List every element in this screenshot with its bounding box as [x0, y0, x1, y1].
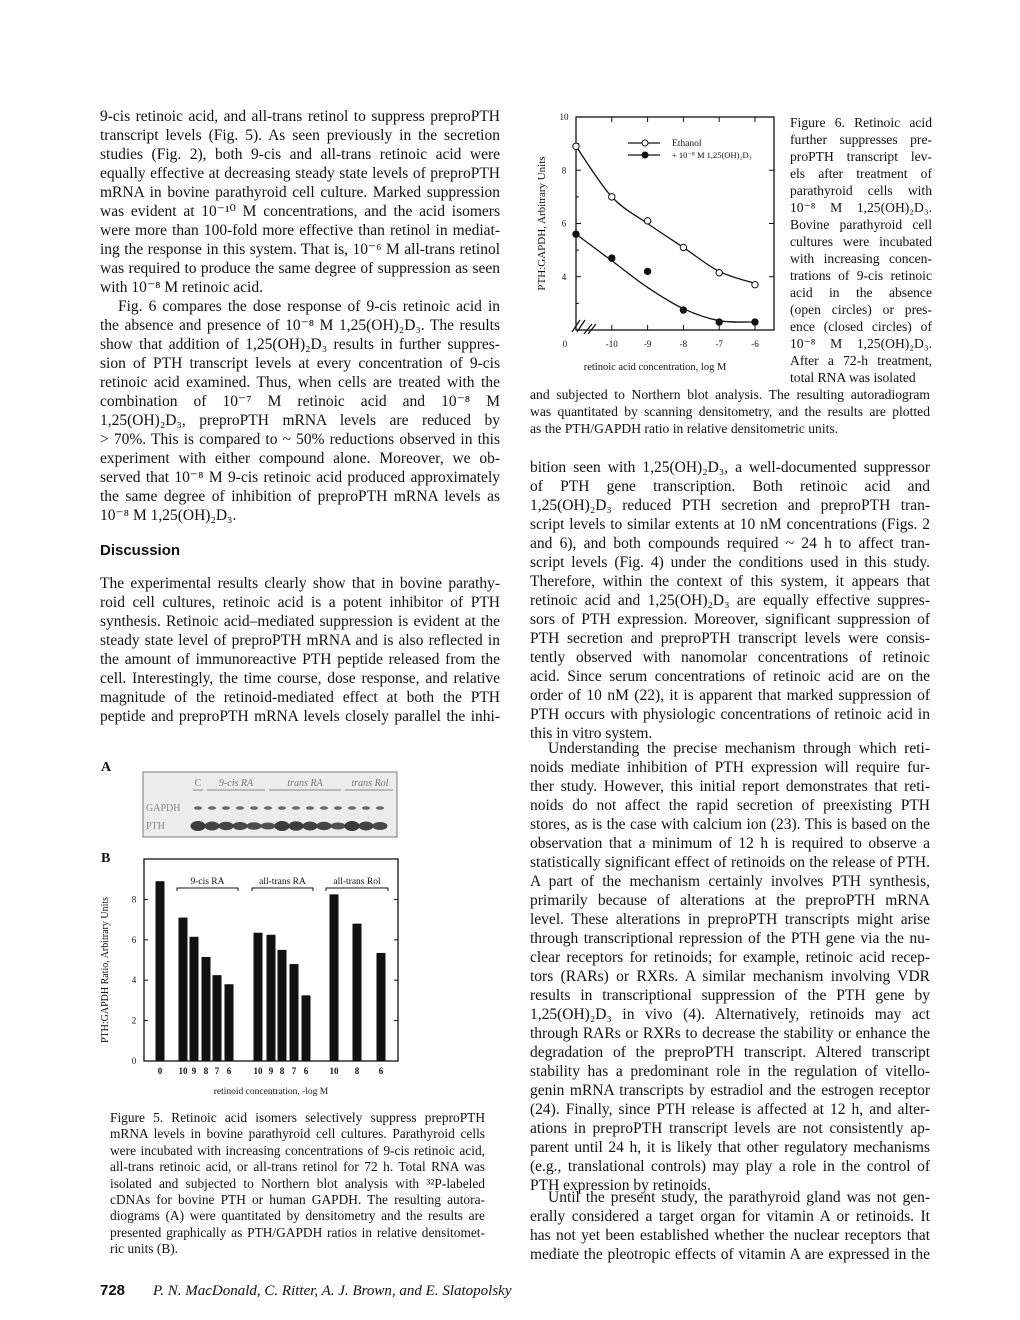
y-tick-label: 6	[131, 934, 137, 945]
text-line: Figure 5. Retinoic acid isomers selectively suppress preproPTH	[110, 1110, 485, 1125]
group-bracket	[252, 888, 313, 891]
text-line: show that addition of 1,25(OH)₂D₃ results in further suppres-	[100, 336, 500, 353]
text-line: steady state level of preproPTH mRNA and is also reflected in	[100, 632, 500, 649]
text-line: Understanding the precise mechanism through which reti-	[548, 740, 930, 757]
text-line: els after treatment of	[790, 166, 932, 181]
pth-band	[205, 822, 220, 831]
filled-circle-point	[716, 319, 722, 325]
text-line: mRNA levels in bovine parathyroid cell cultures. Parathyroid cells	[110, 1126, 485, 1142]
panel-b-label: B	[101, 851, 111, 866]
text-line: with 10⁻⁸ M retinoic acid.	[100, 279, 263, 296]
bar	[225, 984, 234, 1061]
x-tick-label: 10	[178, 1066, 188, 1076]
text-line: ric units (B).	[110, 1241, 179, 1257]
bar	[202, 957, 211, 1061]
gapdh-band	[362, 806, 370, 810]
gapdh-band	[348, 806, 356, 810]
x-tick-label: 0	[157, 1066, 163, 1076]
text-line: through transcriptional repression of the PTH gene via the nu-	[530, 930, 930, 947]
text-line: tors (RARs) or RXRs. A similar mechanism involving VDR	[530, 968, 930, 985]
text-line: was quantitated by scanning densitometry, and the results are plotted	[530, 404, 930, 419]
text-line: total RNA was isolated	[790, 370, 916, 385]
text-line: primarily because of alterations at the preproPTH mRNA	[530, 892, 930, 909]
gapdh-band	[278, 806, 286, 810]
y-tick-label: 0	[131, 1056, 137, 1066]
text-line: 10⁻⁸ M 1,25(OH)₂D₃.	[100, 507, 237, 524]
filled-circle-point	[752, 319, 758, 325]
text-line: Fig. 6 compares the dose response of 9-cis retinoic acid in	[118, 298, 500, 315]
text-line: and 6), and both compounds required ~ 24 h to affect tran-	[530, 535, 930, 552]
gapdh-band	[236, 806, 244, 810]
open-circle-point	[680, 244, 686, 250]
text-line: 1,25(OH)₂D₃ in vivo (4). Alternatively, retinoids may act	[530, 1006, 930, 1023]
text-line: ations in preproPTH transcript levels are not consistently ap-	[530, 1120, 930, 1137]
bar	[213, 975, 222, 1061]
bar	[353, 924, 362, 1061]
text-line: ing the response in this system. That is, 10⁻⁶ M all-trans retinol	[100, 241, 500, 258]
bar	[267, 935, 276, 1061]
open-circle-point	[752, 282, 758, 288]
x-tick-label: 8	[354, 1066, 360, 1076]
text-line: through RARs or RXRs to decrease the stability or enhance the	[530, 1025, 930, 1042]
text-line: observation that a minimum of 12 h is required to observe a	[530, 835, 930, 852]
group-label: 9-cis RA	[190, 877, 225, 887]
x-axis-label: retinoid concentration, -log M	[213, 1087, 329, 1097]
gapdh-band	[306, 806, 314, 810]
text-line: experiment with either compound alone. Moreover, we ob-	[100, 450, 500, 467]
y-tick-label: 10	[559, 112, 569, 122]
legend-label: + 10⁻⁸ M 1,25(OH)₂D₃	[672, 150, 752, 160]
text-line: were incubated with increasing concentrations of 9-cis retinoic acid,	[110, 1142, 485, 1158]
gapdh-band	[194, 806, 202, 810]
text-line: were more than 100-fold more effective than retinol in mediat-	[100, 222, 500, 239]
y-tick-label: 2	[131, 1015, 137, 1026]
pth-band	[275, 821, 290, 831]
pth-band	[219, 822, 234, 831]
text-line: all-trans retinoic acid, or all-trans retinol for 72 h. Total RNA was	[110, 1159, 485, 1175]
text-line: PTH occurs with physiologic concentrations of retinoic acid in	[530, 706, 930, 723]
pth-band	[233, 822, 248, 830]
text-line: stores, as is the case with calcium ion (23). This is based on the	[530, 816, 930, 833]
x-tick-label: -10	[605, 339, 618, 349]
text-line: level. These alterations in preproPTH transcripts might arise	[530, 911, 930, 928]
pth-band	[345, 821, 360, 831]
x-tick-label: 0	[562, 339, 568, 349]
text-line: this in vitro system.	[530, 725, 653, 742]
text-line: genin mRNA transcripts by estradiol and the estrogen receptor	[530, 1082, 930, 1099]
gapdh-band	[334, 806, 342, 810]
text-line: statistically significant effect of retinoids on the release of PTH.	[530, 854, 930, 871]
text-line: stability has a predominant role in the regulation of vitello-	[530, 1063, 930, 1080]
x-tick-label: -9	[643, 339, 652, 349]
x-tick-label: 8	[203, 1066, 209, 1076]
text-line: sors of PTH expression. Moreover, significant suppression of	[530, 611, 930, 628]
x-tick-label: 6	[378, 1066, 384, 1076]
x-tick-label: 10	[253, 1066, 263, 1076]
blot-row-label: PTH	[146, 821, 165, 832]
text-line: cell. Interestingly, the time course, dose response, and relative	[100, 670, 500, 687]
x-tick-label: -8	[679, 339, 688, 349]
group-label: all-trans RA	[259, 877, 306, 887]
group-bracket	[177, 888, 238, 891]
y-tick-label: 8	[131, 894, 137, 905]
text-line: presented graphically as PTH/GAPDH ratios in relative densitomet-	[110, 1224, 485, 1240]
text-line: synthesis. Retinoic acid–mediated suppression is evident at the	[100, 613, 500, 630]
text-line: After a 72-h treatment,	[790, 353, 932, 368]
x-tick-label: 6	[303, 1066, 309, 1076]
bar	[179, 918, 188, 1061]
text-line: script levels (Fig. 4) under the conditions used in this study.	[530, 554, 930, 571]
x-tick-label: 7	[291, 1066, 297, 1076]
text-line: has not yet been established whether the nuclear receptors that	[530, 1227, 930, 1244]
pth-band	[289, 821, 304, 831]
text-line: erally considered a target organ for vitamin A or retinoids. It	[530, 1208, 930, 1225]
group-label: all-trans Rol	[333, 877, 381, 887]
text-line: degradation of the preproPTH transcript. Altered transcript	[530, 1044, 930, 1061]
text-line: acid in the absence	[790, 285, 932, 300]
x-tick-label: 10	[329, 1066, 339, 1076]
series-line-ethanol	[576, 146, 755, 283]
text-line: Figure 6. Retinoic acid	[790, 115, 932, 130]
gapdh-band	[292, 806, 300, 810]
text-line: combination of 10⁻⁷ M retinoic acid and 10⁻⁸ M	[100, 393, 500, 410]
x-tick-label: 7	[214, 1066, 220, 1076]
gapdh-band	[250, 806, 258, 810]
gapdh-band	[320, 806, 328, 810]
text-line: served that 10⁻⁸ M 9-cis retinoic acid produced approximately	[100, 469, 500, 486]
pth-band	[373, 822, 388, 830]
panel-a-label: A	[101, 760, 112, 775]
text-line: the same degree of inhibition of preproPTH mRNA levels as	[100, 488, 500, 505]
text-line: the absence and presence of 10⁻⁸ M 1,25(OH)₂D₃. The results	[100, 317, 500, 334]
pth-band	[331, 823, 346, 830]
blot-group-label: C	[194, 778, 202, 789]
y-axis-label: PTH:GAPDH Ratio, Arbitrary Units	[100, 896, 111, 1044]
pth-band	[317, 822, 332, 831]
text-line: results in transcriptional suppression of the PTH gene by	[530, 987, 930, 1004]
text-line: (open circles) or pres-	[790, 302, 932, 317]
filled-circle-point	[680, 307, 686, 313]
discussion-heading: Discussion	[100, 542, 181, 559]
text-line: Therefore, within the context of this system, it appears that	[530, 573, 930, 590]
text-line: retinoic acid examined. Thus, when cells are treated with the	[100, 374, 500, 391]
text-line: and subjected to Northern blot analysis. The resulting autoradiogram	[530, 387, 930, 402]
gapdh-band	[376, 806, 384, 810]
text-line: The experimental results clearly show that in bovine parathy-	[100, 575, 500, 592]
text-line: of PTH gene transcription. Both retinoic acid and	[530, 478, 930, 495]
text-line: (24). Finally, since PTH release is affected at 12 h, and alter-	[530, 1101, 930, 1118]
text-line: magnitude of the retinoid-mediated effect at both the PTH	[100, 689, 500, 706]
text-line: ther study. However, this initial report demonstrates that reti-	[530, 778, 930, 795]
text-line: transcript levels (Fig. 5). As seen previously in the secretion	[100, 127, 500, 144]
pth-band	[359, 822, 374, 831]
text-line: sion of PTH transcript levels at every concentration of 9-cis	[100, 355, 500, 372]
text-line: (e.g., translational controls) may play a role in the control of	[530, 1158, 930, 1175]
y-tick-label: 4	[561, 271, 567, 282]
x-tick-label: 6	[226, 1066, 232, 1076]
open-circle-point	[609, 194, 615, 200]
open-circle-point	[644, 218, 650, 224]
text-line: 10⁻⁸ M 1,25(OH)₂D₃.	[790, 336, 932, 351]
bar	[302, 995, 311, 1061]
x-tick-label: 9	[268, 1066, 274, 1076]
text-line: with increasing concen-	[790, 251, 932, 266]
text-line: noids do not affect the rapid secretion of preexisting PTH	[530, 797, 930, 814]
text-line: Bovine parathyroid cell	[790, 217, 932, 232]
filled-circle-point	[609, 255, 615, 261]
text-line: mRNA in bovine parathyroid cell culture. Marked suppression	[100, 184, 500, 201]
text-line: 10⁻⁸ M 1,25(OH)₂D₃.	[790, 200, 932, 215]
bar	[190, 937, 199, 1061]
text-line: the amount of immunoreactive PTH peptide released from the	[100, 651, 500, 668]
text-line: equally effective at decreasing steady state levels of preproPTH	[100, 165, 500, 182]
bar	[377, 953, 386, 1061]
text-line: 9-cis retinoic acid, and all-trans retinol to suppress preproPTH	[100, 108, 500, 125]
pth-band	[247, 822, 262, 830]
gapdh-band	[208, 806, 216, 810]
text-line: 1,25(OH)₂D₃, preproPTH mRNA levels are reduced by	[100, 412, 500, 429]
text-line: > 70%. This is compared to ~ 50% reductions observed in this	[100, 431, 500, 448]
text-line: isolated and subjected to Northern blot analysis with ³²P-labeled	[110, 1175, 485, 1191]
gapdh-band	[222, 806, 230, 810]
text-line: clear receptors for retinoids; for example, retinoic acid recep-	[530, 949, 930, 966]
text-line: parathyroid cells with	[790, 183, 932, 198]
x-axis-label: retinoic acid concentration, log M	[583, 362, 727, 373]
text-line: proPTH transcript lev-	[790, 149, 932, 164]
y-axis-label: PTH:GAPDH, Arbitrary Units	[536, 156, 548, 291]
text-line: diograms (A) were quantitated by densitometry and the results are	[110, 1208, 485, 1224]
filled-circle-point	[573, 231, 579, 237]
text-line: retinoic acid and 1,25(OH)₂D₃ are equally effective suppres-	[530, 592, 930, 609]
text-line: mediate the pleotropic effects of vitamin A are expressed in the	[530, 1246, 930, 1263]
text-line: order of 10 nM (22), it is apparent that marked suppression of	[530, 687, 930, 704]
y-tick-label: 8	[561, 165, 567, 176]
blot-group-label: trans Rol	[351, 778, 389, 789]
text-line: PTH expression by retinoids.	[530, 1177, 711, 1194]
text-line: studies (Fig. 2), both 9-cis and all-trans retinoic acid were	[100, 146, 500, 163]
text-line: was evident at 10⁻¹⁰ M concentrations, and the acid isomers	[100, 203, 500, 220]
blot-group-label: 9-cis RA	[218, 778, 254, 789]
x-tick-label: -6	[751, 339, 759, 349]
text-line: was required to produce the same degree of suppression as seen	[100, 260, 500, 277]
y-tick-label: 6	[561, 218, 567, 229]
blot-row-label: GAPDH	[146, 803, 181, 814]
text-line: tently observed with nanomolar concentrations of retinoic	[530, 649, 930, 666]
legend-label: Ethanol	[672, 139, 702, 149]
group-bracket	[326, 888, 388, 891]
filled-circle-point	[644, 268, 650, 274]
pth-band	[261, 823, 276, 830]
text-line: Until the present study, the parathyroid gland was not gen-	[548, 1189, 930, 1206]
legend-marker	[642, 152, 648, 158]
text-line: further suppresses pre-	[790, 132, 932, 147]
x-tick-label: 9	[191, 1066, 197, 1076]
pth-band	[303, 822, 318, 831]
text-line: parent until 24 h, it is likely that other regulatory mechanisms	[530, 1139, 930, 1156]
text-line: PTH secretion and preproPTH transcript levels were consis-	[530, 630, 930, 647]
text-line: script levels to similar extents at 10 nM concentrations (Figs. 2	[530, 516, 930, 533]
series-line-calcitriol	[576, 234, 755, 322]
bar	[330, 894, 339, 1061]
text-line: bition seen with 1,25(OH)₂D₃, a well-documented suppressor	[530, 459, 930, 476]
y-tick-label: 4	[131, 975, 137, 986]
text-line: A part of the mechanism certainly involves PTH synthesis,	[530, 873, 930, 890]
bar	[156, 881, 165, 1061]
gapdh-band	[264, 806, 272, 810]
open-circle-point	[573, 143, 579, 149]
text-line: as the PTH/GAPDH ratio in relative densitometric units.	[530, 421, 839, 436]
text-line: cultures were incubated	[790, 234, 932, 249]
text-line: ence (closed circles) of	[790, 319, 932, 334]
authors: P. N. MacDonald, C. Ritter, A. J. Brown, and E. Slatopolsky	[153, 1283, 512, 1299]
text-line: peptide and preproPTH mRNA levels closely parallel the inhi-	[100, 708, 500, 725]
bar	[254, 933, 263, 1061]
text-line: noids mediate inhibition of PTH expression will require fur-	[530, 759, 930, 776]
text-line: 1,25(OH)₂D₃ reduced PTH secretion and preproPTH tran-	[530, 497, 930, 514]
x-tick-label: -7	[715, 339, 723, 349]
text-line: trations of 9-cis retinoic	[790, 268, 932, 283]
open-circle-point	[716, 270, 722, 276]
bar	[290, 964, 299, 1061]
blot-group-label: trans RA	[287, 778, 323, 789]
page-number: 728	[100, 1282, 126, 1299]
pth-band	[191, 821, 206, 831]
legend-marker	[642, 140, 648, 146]
x-tick-label: 8	[279, 1066, 285, 1076]
bar	[278, 950, 287, 1061]
text-line: acid. Since serum concentrations of retinoic acid are on the	[530, 668, 930, 685]
text-line: cDNAs for bovine PTH or human GAPDH. The resulting autora-	[110, 1191, 485, 1207]
text-line: roid cell cultures, retinoic acid is a potent inhibitor of PTH	[100, 594, 500, 611]
